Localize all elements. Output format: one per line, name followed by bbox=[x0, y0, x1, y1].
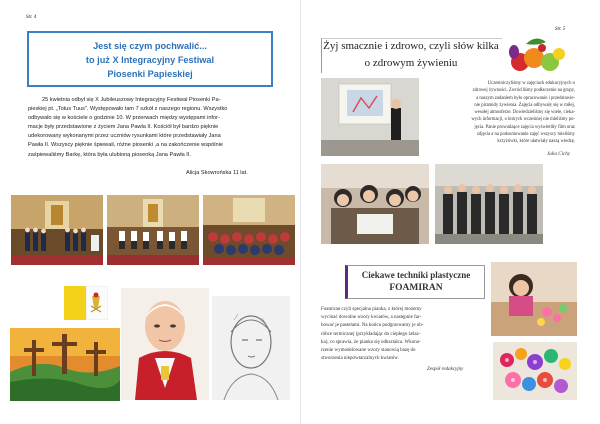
article1-author: Julia Cichy bbox=[547, 152, 570, 157]
body-line: a naszym zadaniem było opracowanie i przedstawie- bbox=[476, 95, 575, 101]
article2-title-box bbox=[345, 265, 485, 299]
body-line: Uczestniczyliśmy w zajęciach edukacyjnych o bbox=[487, 81, 575, 86]
foamiran-flowers-photo bbox=[493, 342, 577, 400]
papal-flag-drawing bbox=[64, 286, 108, 320]
article-title-line-1: Jest się czym pochwalić... bbox=[93, 41, 207, 51]
body-line: wycinać dowolne wzory kwiatów, a następnie far- bbox=[321, 315, 422, 321]
article1-title-frame bbox=[321, 38, 502, 73]
body-line: stworzenia niepowtarzalnych kwiatów. bbox=[321, 356, 399, 362]
nutrition-class-photo-1 bbox=[321, 78, 419, 156]
foamiran-workshop-photo bbox=[491, 262, 577, 336]
body-line: 25 kwietnia odbył się X Jubileuszowy Integracyjny Festiwal Piosenki Pa- bbox=[42, 97, 221, 103]
nutrition-class-group-photo bbox=[435, 164, 543, 244]
body-line: wych informacji, o których wcześniej nie mieliśmy po- bbox=[471, 117, 575, 123]
body-line: wesołej atmosferze. Dowiedzieliśmy się wiele, cieka- bbox=[474, 110, 575, 116]
body-line: róbce termicznej (przykładając do ciepłego żelaz- bbox=[321, 331, 421, 337]
body-line: zdjęcia a na podsumowanie zajęć wszyscy mieliśmy bbox=[476, 132, 575, 138]
article2-title-line-1: Ciekawe techniki plastyczne bbox=[361, 270, 471, 280]
festival-photo-2 bbox=[107, 195, 199, 265]
article1-body bbox=[425, 80, 575, 146]
body-line: macje były przedstawione z życiem Jana Pawła II. Kościół był bardzo pięknie bbox=[28, 124, 219, 131]
article-title-line-2: to już X Integracyjny Festiwal bbox=[85, 55, 215, 65]
festival-photo-1 bbox=[11, 195, 103, 265]
pope-pencil-sketch bbox=[212, 296, 290, 400]
body-line: Foamiran czyli specjalna pianka, z której możemy bbox=[321, 307, 422, 312]
pope-portrait-painting bbox=[121, 288, 209, 400]
body-line: zaśpiewaliśmy Barkę, która była ulubioną piosenką Jana Pawła II. bbox=[28, 151, 191, 158]
nutrition-class-photo-2 bbox=[321, 164, 429, 244]
article-title-box bbox=[27, 31, 273, 87]
body-line: odbywało się w kościele o godzinie 10. W przerwach między występami infor- bbox=[28, 115, 220, 122]
body-line: nie piramidy żywienia. Zajęcia odbywały się w miłej, bbox=[474, 102, 575, 108]
body-line: zdrowej żywności. Zwróciliśmy podłaczenie na grupy, bbox=[472, 88, 575, 94]
crosses-painting bbox=[10, 328, 120, 401]
body-line: ka), co sprawia, że pianka się odkształca. Wkono- bbox=[321, 339, 421, 345]
body-line: udekorowany wykonanymi przez uczniów rysunkami które przedstawiały Jana bbox=[28, 133, 221, 140]
article2-body bbox=[321, 306, 485, 363]
article1-title-line-1: Żyj smacznie i zdrowo, czyli słów kilka bbox=[323, 40, 499, 52]
body-line: rzenie wymodelowane wzory stanowią bazę do bbox=[321, 348, 416, 354]
body-line: Pawła II. Wszyscy pięknie śpiewali, różne piosenki ,a na zakończenie wspólnie bbox=[28, 142, 223, 149]
body-line: pieskiej pt. „Totus Tuus". Występowało tam 7 szkół z naszego regionu. Wszystko bbox=[28, 106, 228, 113]
page-number-right: Str. 5 bbox=[555, 27, 566, 32]
right-page bbox=[300, 0, 600, 424]
fruit-vegetable-illustration bbox=[506, 34, 568, 74]
article1-title-line-2: o zdrowym żywieniu bbox=[364, 57, 458, 69]
body-line: jęcia. Panie prowadzące zajęcia wyświetliły film oraz bbox=[474, 124, 575, 130]
article-author: Alicja Skowrońska 11 lat. bbox=[186, 170, 248, 176]
festival-photo-3 bbox=[203, 195, 295, 265]
article2-author: Zespół redakcyjny bbox=[427, 367, 464, 372]
body-line: bować je pastelami. Na końcu podgrzewamy je ob- bbox=[321, 323, 424, 329]
page-number-left: Str. 4 bbox=[26, 15, 37, 20]
article-body bbox=[28, 96, 276, 160]
article2-title-line-2: FOAMIRAN bbox=[389, 283, 443, 293]
article-title-line-3: Piosenki Papieskiej bbox=[107, 69, 193, 79]
body-line: krzyżówki, które ułatwiały naszą wiedzę. bbox=[497, 139, 575, 145]
